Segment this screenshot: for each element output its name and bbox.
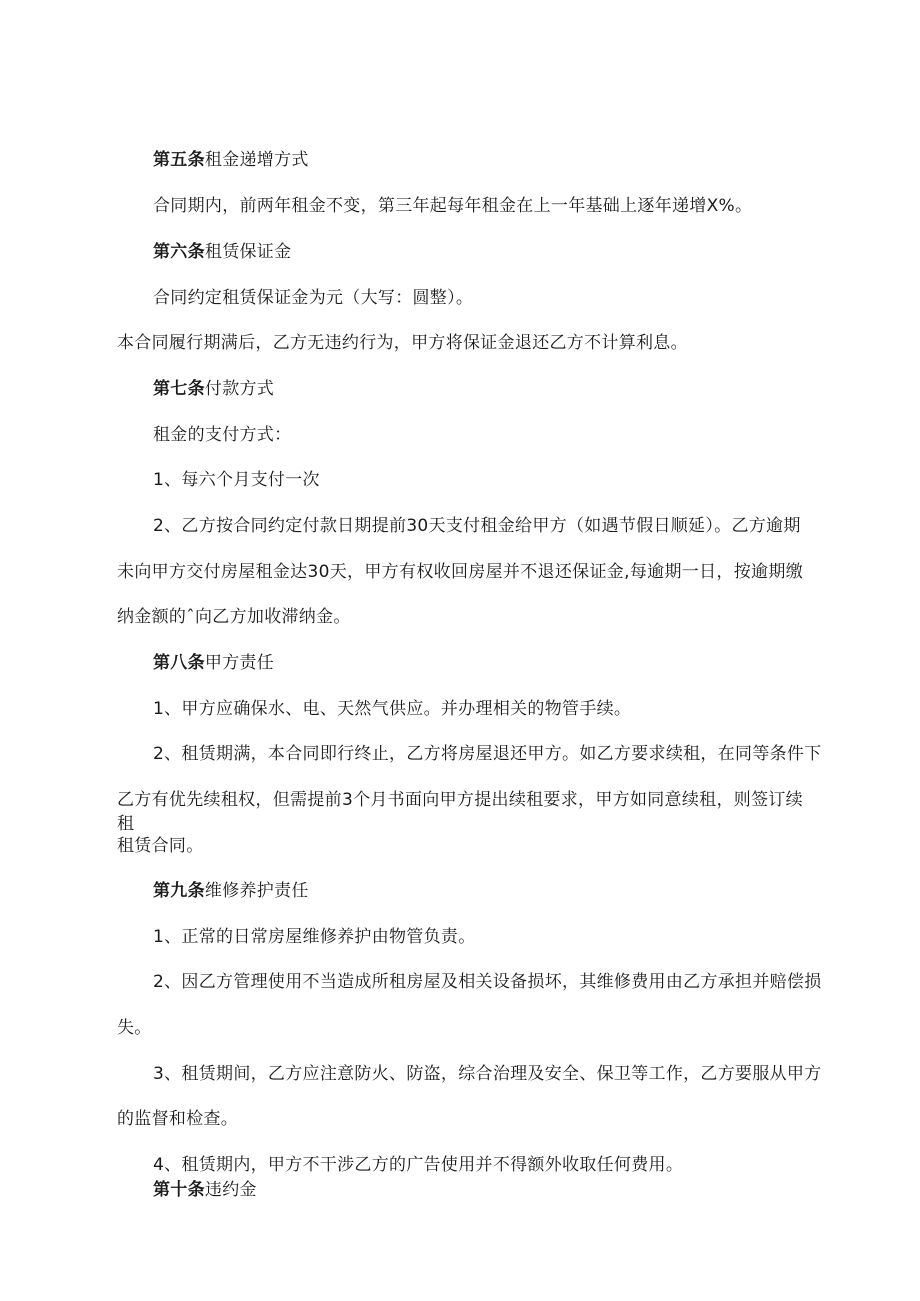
article-5-paragraph-1: 合同期内，前两年租金不变，第三年起每年租金在上一年基础上逐年递增X%。 bbox=[153, 196, 753, 216]
article-6-paragraph-2: 本合同履行期满后，乙方无违约行为，甲方将保证金退还乙方不计算利息。 bbox=[117, 333, 688, 353]
article-9-paragraph-1: 1、正常的日常房屋维修养护由物管负责。 bbox=[153, 927, 476, 947]
article-8-number: 第八条 bbox=[153, 653, 205, 673]
article-7-heading bbox=[153, 377, 274, 401]
article-9-heading bbox=[153, 879, 309, 903]
article-9-title: 维修养护责任 bbox=[204, 881, 309, 901]
article-7-paragraph-1: 租金的支付方式： bbox=[153, 425, 292, 445]
article-10-number: 第十条 bbox=[153, 1180, 205, 1200]
article-8-paragraph-2-line-2: 乙方有优先续租权，但需提前3个月书面向甲方提出续租要求，甲方如同意续租，则签订续租 bbox=[117, 790, 803, 834]
article-8-paragraph-2-line-3: 租赁合同。 bbox=[117, 836, 204, 856]
article-6-heading bbox=[153, 240, 291, 264]
article-6-paragraph-1: 合同约定租赁保证金为元（大写：圆整）。 bbox=[153, 288, 474, 308]
article-7-paragraph-3-line-2: 未向甲方交付房屋租金达30天，甲方有权收回房屋并不退还保证金,每逾期一日，按逾期缴 bbox=[117, 562, 803, 582]
article-5-heading bbox=[153, 148, 309, 172]
article-5-number: 第五条 bbox=[153, 150, 205, 170]
article-8-paragraph-1: 1、甲方应确保水、电、天然气供应。并办理相关的物管手续。 bbox=[153, 699, 632, 719]
article-10-heading bbox=[153, 1178, 257, 1202]
article-7-paragraph-2: 1、每六个月支付一次 bbox=[153, 470, 320, 490]
article-8-heading bbox=[153, 651, 274, 675]
article-7-number: 第七条 bbox=[153, 379, 205, 399]
article-9-paragraph-4: 4、租赁期内，甲方不干涉乙方的广告使用并不得额外收取任何费用。 bbox=[153, 1155, 684, 1175]
article-9-paragraph-2-line-1: 2、因乙方管理使用不当造成所租房屋及相关设备损坏，其维修费用由乙方承担并赔偿损 bbox=[153, 972, 822, 992]
article-8-paragraph-2-line-1: 2、租赁期满，本合同即行终止，乙方将房屋退还甲方。如乙方要求续租，在同等条件下 bbox=[153, 744, 822, 764]
article-10-title: 违约金 bbox=[204, 1180, 257, 1200]
article-6-number: 第六条 bbox=[153, 242, 205, 262]
article-7-title: 付款方式 bbox=[204, 379, 275, 399]
article-9-paragraph-3-line-2: 的监督和检查。 bbox=[117, 1109, 239, 1129]
article-5-title: 租金递增方式 bbox=[204, 150, 309, 170]
article-9-paragraph-3-line-1: 3、租赁期间，乙方应注意防火、防盗，综合治理及安全、保卫等工作，乙方要服从甲方 bbox=[153, 1064, 822, 1084]
article-6-title: 租赁保证金 bbox=[204, 242, 292, 262]
article-9-paragraph-2-line-2: 失。 bbox=[117, 1018, 152, 1038]
article-9-number: 第九条 bbox=[153, 881, 205, 901]
article-8-title: 甲方责任 bbox=[204, 653, 275, 673]
article-7-paragraph-3-line-1: 2、乙方按合同约定付款日期提前30天支付租金给甲方（如遇节假日顺延）。乙方逾期 bbox=[153, 516, 801, 536]
article-7-paragraph-3-line-3: 纳金额的ˆ向乙方加收滞纳金。 bbox=[117, 607, 351, 627]
